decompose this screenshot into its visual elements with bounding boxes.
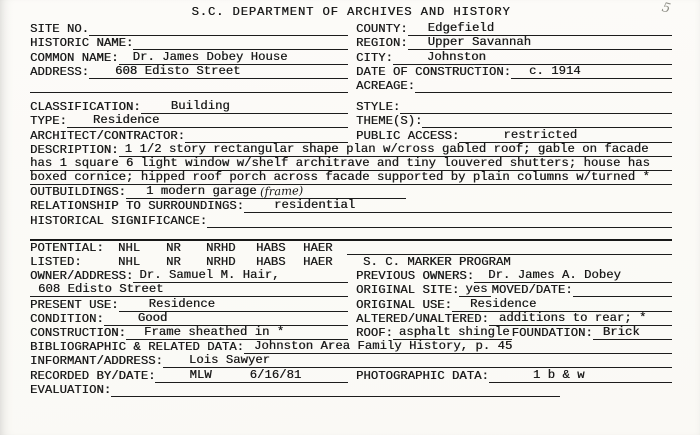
historical-significance-value (207, 227, 672, 228)
evaluation-value (111, 396, 560, 397)
date-of-construction-value: c. 1914 (511, 65, 672, 79)
informant-value: Lois Sawyer (163, 354, 672, 368)
altered-unaltered-label: ALTERED/UNALTERED: (356, 311, 489, 326)
row-historicname-region (30, 36, 672, 50)
listed-item-nr: NR (166, 255, 181, 269)
style-value (400, 113, 672, 114)
historic-name-label: HISTORIC NAME: (30, 36, 134, 51)
moved-date-label: MOVED/DATE: (491, 283, 573, 298)
row-historical-significance (30, 213, 672, 227)
county-value: Edgefield (408, 22, 672, 36)
recorded-by-date: 6/16/81 (249, 367, 302, 382)
address-label: ADDRESS: (30, 64, 90, 79)
outbuildings-handwritten-note: (frame) (259, 183, 304, 199)
informant-label: INFORMANT/ADDRESS: (30, 354, 163, 369)
handwritten-page-number: 5 (660, 0, 672, 17)
row-outbuildings (30, 185, 672, 199)
recorded-by-initials: MLW (189, 367, 212, 382)
description-label: DESCRIPTION: (30, 142, 119, 157)
original-use-label: ORIGINAL USE: (356, 297, 452, 312)
section-spacer (30, 93, 672, 100)
listed-item-haer: HAER (303, 255, 333, 269)
type-value: Residence (67, 114, 348, 128)
potential-item-nhl: NHL (118, 240, 141, 255)
construction-label: CONSTRUCTION: (30, 325, 126, 340)
form-title: S.C. DEPARTMENT OF ARCHIVES AND HISTORY (191, 5, 511, 19)
foundation-value: Brick (593, 326, 672, 340)
type-label: TYPE: (30, 114, 67, 129)
original-site-label: ORIGINAL SITE: (356, 283, 460, 298)
previous-owners-label: PREVIOUS OWNERS: (356, 269, 475, 284)
style-label: STYLE: (356, 100, 401, 115)
row-siteno-county (30, 22, 672, 36)
potential-label: POTENTIAL: (30, 240, 104, 255)
roof-label: ROOF: (356, 325, 393, 340)
row-relationship (30, 199, 672, 213)
section-divider-line (30, 228, 672, 241)
potential-item-haer: HAER (303, 240, 333, 255)
construction-value: Frame sheathed in * (126, 326, 348, 340)
classification-label: CLASSIFICATION: (30, 100, 141, 115)
row-description-3 (30, 171, 672, 185)
bibliographic-label: BIBLIOGRAPHIC & RELATED DATA: (30, 340, 245, 355)
row-construction-roof (30, 326, 672, 340)
description-line1: 1 1/2 story rectangular shape plan w/cross gabled roof; gable on facade (119, 143, 672, 157)
row-listed (30, 255, 672, 269)
row-commonname-city (30, 50, 672, 64)
public-access-label: PUBLIC ACCESS: (356, 128, 460, 143)
city-label: CITY: (356, 50, 393, 65)
row-presentuse-originaluse (30, 297, 672, 311)
marker-program-heading: S. C. MARKER PROGRAM (363, 255, 511, 269)
row-description-1 (30, 143, 672, 157)
common-name-value: Dr. James Dobey House (119, 51, 348, 65)
listed-item-nrhd: NRHD (206, 255, 236, 269)
acreage-value (415, 92, 672, 93)
region-value: Upper Savannah (408, 36, 672, 50)
row-description-2 (30, 157, 672, 171)
potential-item-nrhd: NRHD (206, 240, 236, 255)
address-continuation-line (30, 92, 348, 93)
row-condition-altered (30, 312, 672, 326)
foundation-label: FOUNDATION: (511, 325, 593, 340)
relationship-label: RELATIONSHIP TO SURROUNDINGS: (30, 199, 245, 214)
roof-value: asphalt shingle (393, 326, 512, 340)
row-owner-previousowners (30, 269, 672, 283)
recorded-by-line (155, 369, 348, 383)
acreage-label: ACREAGE: (356, 78, 416, 93)
city-value: Johnston (393, 51, 672, 65)
county-label: COUNTY: (356, 22, 408, 37)
region-label: REGION: (356, 36, 408, 51)
photographic-data-value: 1 b & w (489, 369, 672, 383)
row-classification-style (30, 100, 672, 114)
description-line3: boxed cornice; hipped roof porch across facade supported by plain columns w/turned * (30, 171, 672, 185)
previous-owners-value: Dr. James A. Dobey (474, 269, 672, 283)
row-evaluation (30, 383, 672, 397)
recorded-by-label: RECORDED BY/DATE: (30, 368, 156, 383)
row-owneraddr2-originalsite (30, 283, 672, 297)
evaluation-label: EVALUATION: (30, 382, 112, 397)
row-recorded-photographic (30, 368, 672, 382)
owner-address-value: Dr. Samuel M. Hair, (133, 269, 348, 283)
present-use-label: PRESENT USE: (30, 297, 119, 312)
row-address-construction (30, 65, 672, 79)
architect-contractor-label: ARCHITECT/CONTRACTOR: (30, 128, 185, 143)
original-use-value: Residence (452, 298, 672, 312)
outbuildings-label: OUTBUILDINGS: (30, 185, 126, 200)
date-of-construction-label: DATE OF CONSTRUCTION: (356, 64, 511, 79)
original-site-value: yes (459, 283, 491, 297)
row-informant (30, 354, 672, 368)
listed-item-habs: HABS (256, 255, 286, 269)
present-use-value: Residence (119, 298, 348, 312)
public-access-value: restricted (459, 129, 672, 143)
listed-item-nhl: NHL (118, 255, 141, 269)
classification-value: Building (141, 100, 348, 114)
outbuildings-value: 1 modern garage (145, 184, 257, 199)
address-value: 608 Edisto Street (89, 65, 348, 79)
row-architect-access (30, 128, 672, 142)
common-name-label: COMMON NAME: (30, 50, 119, 65)
row-type-themes (30, 114, 672, 128)
historical-significance-label: HISTORICAL SIGNIFICANCE: (30, 213, 208, 228)
photographic-data-label: PHOTOGRAPHIC DATA: (356, 368, 489, 383)
potential-item-nr: NR (166, 240, 181, 255)
themes-label: THEME(S): (356, 114, 423, 129)
potential-item-habs: HABS (256, 240, 286, 255)
listed-label: LISTED: (30, 255, 82, 269)
owner-address-line2: 608 Edisto Street (30, 283, 348, 297)
row-potential (30, 241, 672, 255)
relationship-value: residential (244, 199, 672, 213)
altered-unaltered-value: additions to rear; * (489, 312, 672, 326)
row-blank-acreage (30, 79, 672, 93)
condition-label: CONDITION: (30, 311, 104, 326)
site-no-label: SITE NO. (30, 22, 90, 37)
row-bibliographic (30, 340, 672, 354)
condition-value: Good (104, 312, 348, 326)
description-line2: has 1 square 6 light window w/shelf architrave and tiny louvered shutters; house has (30, 157, 672, 171)
bibliographic-value: Johnston Area Family History, p. 45 (244, 340, 672, 354)
owner-address-label: OWNER/ADDRESS: (30, 269, 134, 284)
outbuildings-value-line (126, 185, 406, 199)
